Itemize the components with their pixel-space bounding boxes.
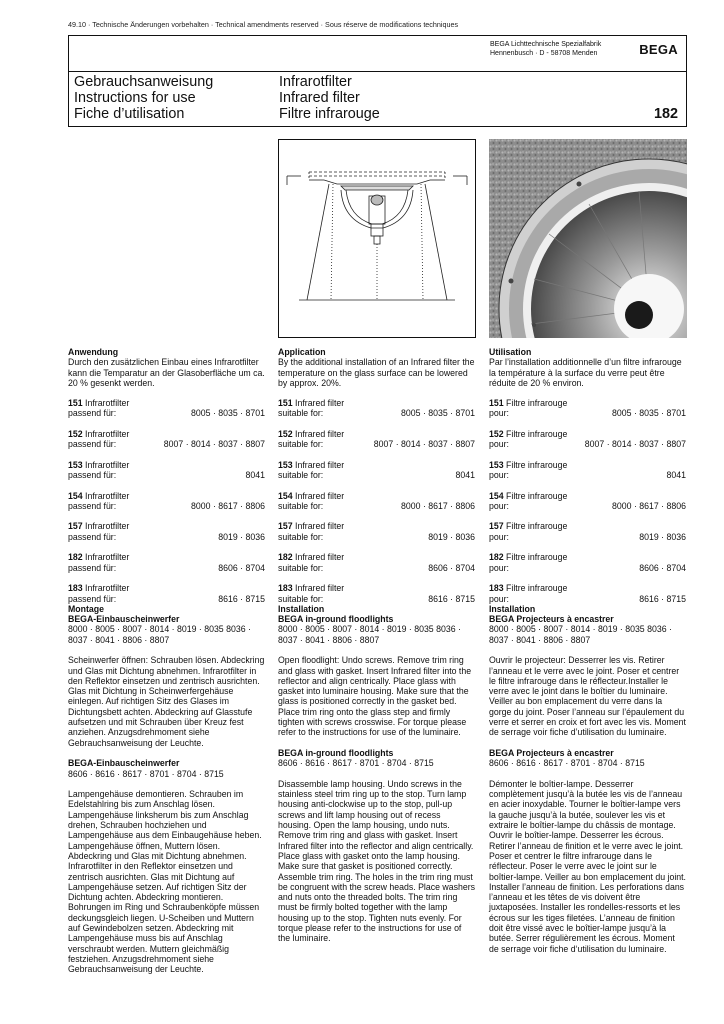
filter-models: 8616 · 8715 xyxy=(428,593,475,604)
filter-number: 151 xyxy=(68,397,83,408)
filter-number: 182 xyxy=(489,552,504,563)
application-heading: Application xyxy=(278,347,326,357)
mounting-instructions: Ouvrir le projecteur: Desserrer les vis. Retirer l’anneau et le verre avec le joint. Poser et centrer le filtre infrarouge dans le réflecteur.Installer le verre avec le joint dans le boîtier du luminaire. Veiller au bon emplacement du verre dans la gorge du joint. Poser l’anneau sur l’épaulement du verre et serrer en croix et fort avec les vis. Moment de serrage voir fiche d’utilisation du luminaire. xyxy=(489,655,686,738)
filter-item xyxy=(68,398,265,419)
filter-models: 8606 · 8704 xyxy=(639,562,686,573)
company-location: Hennenbusch · D - 58708 Menden xyxy=(490,50,598,57)
filter-models: 8000 · 8617 · 8806 xyxy=(612,500,686,511)
product-number: 182 xyxy=(653,106,678,122)
filter-suitable-label: suitable for: xyxy=(278,500,324,511)
doc-title-fr: Fiche d’utilisation xyxy=(74,106,185,123)
product-title-de: Infrarotfilter xyxy=(279,74,352,90)
mounting-subheading: BEGA Projecteurs à encastrer xyxy=(489,614,614,625)
column-french xyxy=(489,347,686,954)
filter-number: 151 xyxy=(489,397,504,408)
filter-models: 8005 · 8035 · 8701 xyxy=(191,408,265,419)
filter-number: 154 xyxy=(68,490,83,501)
filter-name: Infrared filter xyxy=(295,521,345,532)
filter-name: Filtre infrarouge xyxy=(506,521,568,532)
filter-item xyxy=(68,552,265,573)
filter-number: 183 xyxy=(489,583,504,594)
filter-models: 8000 · 8617 · 8806 xyxy=(191,500,265,511)
filter-item xyxy=(489,491,686,512)
filter-name: Infrared filter xyxy=(295,552,345,563)
mounting-models: 8000 · 8005 · 8007 · 8014 · 8019 · 8035 8036 · 8037 · 8041 · 8806 · 8807 xyxy=(278,624,461,645)
filter-name: Infrarotfilter xyxy=(85,583,130,594)
company-name: BEGA Lichttechnische Spezialfabrik xyxy=(490,41,602,48)
filter-number: 154 xyxy=(489,490,504,501)
filter-models: 8019 · 8036 xyxy=(639,531,686,542)
filter-name: Infrarotfilter xyxy=(85,521,130,532)
filter-suitable-label: pour: xyxy=(489,593,509,604)
filter-suitable-label: pour: xyxy=(489,500,509,511)
filter-suitable-label: passend für: xyxy=(68,531,117,542)
filter-suitable-label: passend für: xyxy=(68,469,117,480)
filter-suitable-label: pour: xyxy=(489,439,509,450)
filter-models: 8606 · 8704 xyxy=(428,562,475,573)
doc-type-titles xyxy=(74,74,213,123)
product-titles xyxy=(279,74,380,123)
filter-models: 8007 · 8014 · 8037 · 8807 xyxy=(584,439,686,450)
filter-number: 154 xyxy=(278,490,293,501)
filter-number: 152 xyxy=(68,428,83,439)
application-heading: Utilisation xyxy=(489,347,532,357)
filter-suitable-label: suitable for: xyxy=(278,439,324,450)
filter-number: 153 xyxy=(489,459,504,470)
filter-suitable-label: suitable for: xyxy=(278,531,324,542)
filter-name: Infrarotfilter xyxy=(85,490,130,501)
mounting-models: 8606 · 8616 · 8617 · 8701 · 8704 · 8715 xyxy=(278,758,434,769)
mounting-instructions: Lampengehäuse demontieren. Schrauben im Edelstahlring bis zum Anschlag lösen. Lampengehäuse linksherum bis zum Anschlag drehen, Schrauben hochziehen und Lampengehäuse aus dem Einbaugehäuse heben. Lampengehäuse öffnen, Muttern lösen. Abdeckring und Glas mit Dichtung abnehmen. Infrarotfilter in den Reflektor einsetzen und zentrisch ausrichten. Glas mit Dichtung auf Lampengehäuse setzen. Auf richtigen Sitz der Dichtung achten. Abdeckring montieren. Bohrungen im Ring und Schraubenköpfe müssen deckungsgleich liegen. U-Scheiben und Muttern auf Gewindebolzen setzen. Abdeckring mit Lampengehäuse muss bis auf Anschlag verschraubt werden. Muttern gleichmäßig festziehen. Anzugsdrehmoment siehe Gebrauchsanweisung der Leuchte. xyxy=(68,789,262,975)
filter-item xyxy=(68,491,265,512)
filter-suitable-label: pour: xyxy=(489,408,509,419)
filter-suitable-label: pour: xyxy=(489,469,509,480)
filter-item xyxy=(489,398,686,419)
filter-item xyxy=(278,429,475,450)
filter-models: 8000 · 8617 · 8806 xyxy=(401,500,475,511)
application-text: Par l’installation additionnelle d’un filtre infrarouge la température à la surface du verre peut être réduite de 20 % environ. xyxy=(489,357,682,388)
filter-name: Infrarotfilter xyxy=(85,397,130,408)
filter-number: 183 xyxy=(278,583,293,594)
filter-name: Filtre infrarouge xyxy=(506,583,568,594)
mounting-instructions: Scheinwerfer öffnen: Schrauben lösen. Abdeckring und Glas mit Dichtung abnehmen. Infrarotfilter in den Reflektor einsetzen und zentrisch ausrichten. Glas mit Dichtung in Scheinwerfergehäuse einlegen. Auf richtigen Sitz des Glases im Dichtungsbett achten. Abdeckring auf Glasstufe aufsetzen und mit Schrauben über Kreuz fest anziehen. Anzugsdrehmoment siehe Gebrauchsanweisung der Leuchte. xyxy=(68,655,265,748)
application-text: Durch den zusätzlichen Einbau eines Infrarotfilter kann die Temparatur an der Glasoberfläche um ca. 20 % gesenkt werden. xyxy=(68,357,265,388)
mounting-subheading: BEGA-Einbauscheinwerfer xyxy=(68,758,180,769)
mounting-subheading: BEGA in-ground floodlights xyxy=(278,614,394,625)
product-photo xyxy=(489,139,687,338)
mounting-instructions: Démonter le boîtier-lampe. Desserrer complètement jusqu’à la butée les vis de l’anneau en acier inoxydable. Tourner le boîtier-lampe vers la gauche jusqu’à la butée, soulever les vis et extraire le boîtier-lampe du châssis de montage. Ouvrir le boîtier-lampe. Desserrer les écrous. Retirer l’anneau de finition et le verre avec le joint. Poser et centrer le filtre infrarouge dans le réflecteur. Poser le verre avec le joint sur le boîtier-lampe. Veiller au bon emplacement du joint. Installer l’anneau de finition. Les perforations dans l’anneau et les têtes de vis doivent être juxtaposées. Installer les rondelles-ressorts et les écrous sur les tiges filetées. L’anneau de finition doit être vissé avec le boîtier-lampe jusqu’à la butée. Serrer régulièrement les écrous. Moment de serrage voir fiche d‘utilisation du luminaire. xyxy=(489,778,686,954)
filter-suitable-label: passend für: xyxy=(68,593,117,604)
mounting-heading: Montage xyxy=(68,603,104,614)
filter-number: 183 xyxy=(68,583,83,594)
filter-models: 8041 xyxy=(455,469,475,480)
filter-suitable-label: pour: xyxy=(489,531,509,542)
filter-item xyxy=(278,521,475,542)
mounting-models: 8606 · 8616 · 8617 · 8701 · 8704 · 8715 xyxy=(68,768,224,779)
filter-name: Filtre infrarouge xyxy=(506,397,568,408)
filter-name: Infrared filter xyxy=(295,490,345,501)
filter-number: 182 xyxy=(278,552,293,563)
floodlight-section-drawing xyxy=(279,140,475,337)
doc-title-en: Instructions for use xyxy=(74,90,196,107)
filter-name: Infrarotfilter xyxy=(85,552,130,563)
mounting-models: 8000 · 8005 · 8007 · 8014 · 8019 · 8035 8036 · 8037 · 8041 · 8806 · 8807 xyxy=(68,624,251,645)
filter-models: 8616 · 8715 xyxy=(639,593,686,604)
filter-suitable-label: pour: xyxy=(489,562,509,573)
filter-suitable-label: passend für: xyxy=(68,500,117,511)
filter-name: Infrared filter xyxy=(295,583,345,594)
filter-models: 8019 · 8036 xyxy=(218,531,265,542)
filter-item xyxy=(68,460,265,481)
filter-item xyxy=(489,460,686,481)
filter-suitable-label: passend für: xyxy=(68,439,117,450)
filter-models: 8606 · 8704 xyxy=(218,562,265,573)
filter-suitable-label: suitable for: xyxy=(278,562,324,573)
doc-title-de: Gebrauchsanweisung xyxy=(74,74,214,90)
filter-item xyxy=(489,552,686,573)
revision-line: 49.10 · Technische Änderungen vorbehalten · Technical amendments reserved · Sous réserve de modifications techniques xyxy=(68,20,459,29)
filter-item xyxy=(489,521,686,542)
mounting-subheading: BEGA Projecteurs à encastrer xyxy=(489,747,614,758)
filter-name: Infrared filter xyxy=(295,459,345,470)
filter-suitable-label: suitable for: xyxy=(278,593,324,604)
filter-models: 8041 xyxy=(666,469,686,480)
filter-item xyxy=(278,460,475,481)
filter-number: 157 xyxy=(68,521,83,532)
filter-models: 8005 · 8035 · 8701 xyxy=(401,408,475,419)
application-heading: Anwendung xyxy=(68,347,119,357)
mounting-subheading: BEGA in-ground floodlights xyxy=(278,747,394,758)
filter-name: Filtre infrarouge xyxy=(506,459,568,470)
filter-suitable-label: suitable for: xyxy=(278,408,324,419)
company-address xyxy=(490,40,601,58)
column-english xyxy=(278,347,475,944)
filter-name: Infrared filter xyxy=(295,428,345,439)
filter-number: 153 xyxy=(278,459,293,470)
mounting-subheading: BEGA-Einbauscheinwerfer xyxy=(68,614,180,625)
mounting-heading: Installation xyxy=(489,603,536,614)
filter-item xyxy=(489,429,686,450)
filter-suitable-label: suitable for: xyxy=(278,469,324,480)
filter-item xyxy=(68,583,265,604)
filter-item xyxy=(68,429,265,450)
installation-drawing xyxy=(278,139,476,338)
filter-item xyxy=(278,552,475,573)
filter-name: Filtre infrarouge xyxy=(506,428,568,439)
filter-name: Filtre infrarouge xyxy=(506,490,568,501)
filter-item xyxy=(278,583,475,604)
filter-number: 151 xyxy=(278,397,293,408)
filter-name: Infrared filter xyxy=(295,397,345,408)
mounting-instructions: Disassemble lamp housing. Undo screws in the stainless steel trim ring up to the stop. Turn lamp housing anti-clockwise up to the stop, pull-up screws and lift lamp housing out of recess housing. Open the lamp housing, undo nuts. Remove trim ring and glass with gasket. Insert Infrared filter into the reflector and align centrically. Place glass with gasket onto the lamp housing. Make sure that gasket is positioned correctly. Assemble trim ring. The holes in the trim ring must be congruent with the screw heads. Place washers and nuts onto the threaded bolts. The trim ring must be firmly bolted together with the lamp housing up to the stop. Tighten nuts evenly. For torque please refer to the instructions for use of the luminaire. xyxy=(278,778,475,944)
column-german xyxy=(68,347,265,975)
product-title-fr: Filtre infrarouge xyxy=(279,106,380,123)
filter-models: 8005 · 8035 · 8701 xyxy=(612,408,686,419)
filter-number: 157 xyxy=(278,521,293,532)
filter-number: 182 xyxy=(68,552,83,563)
header xyxy=(68,35,687,127)
filter-item xyxy=(489,583,686,604)
filter-number: 152 xyxy=(278,428,293,439)
filter-models: 8019 · 8036 xyxy=(428,531,475,542)
mounting-heading: Installation xyxy=(278,603,325,614)
filter-name: Filtre infrarouge xyxy=(506,552,568,563)
filter-models: 8007 · 8014 · 8037 · 8807 xyxy=(163,439,265,450)
filter-item xyxy=(278,398,475,419)
filter-item xyxy=(68,521,265,542)
filter-number: 153 xyxy=(68,459,83,470)
filter-number: 152 xyxy=(489,428,504,439)
filter-number: 157 xyxy=(489,521,504,532)
mounting-models: 8606 · 8616 · 8617 · 8701 · 8704 · 8715 xyxy=(489,758,645,769)
mounting-instructions: Open floodlight: Undo screws. Remove trim ring and glass with gasket. Insert Infrared filter into the reflector and align centrically. Place glass with gasket into luminaire housing. Make sure that the glass is positioned correctly in the gasket bed. Place trim ring onto the glass step and firmly tighten with screws crosswise. For torque please refer to the instructions for use of the luminaire. xyxy=(278,655,472,738)
filter-suitable-label: passend für: xyxy=(68,408,117,419)
application-text: By the additional installation of an Infrared filter the temperature on the glass surface can be lowered by approx. 20%. xyxy=(278,357,475,388)
filter-name: Infrarotfilter xyxy=(85,459,130,470)
filter-models: 8041 xyxy=(245,469,265,480)
filter-suitable-label: passend für: xyxy=(68,562,117,573)
floodlight-photo xyxy=(489,139,687,338)
mounting-models: 8000 · 8005 · 8007 · 8014 · 8019 · 8035 8036 · 8037 · 8041 · 8806 · 8807 xyxy=(489,624,672,645)
filter-name: Infrarotfilter xyxy=(85,428,130,439)
filter-item xyxy=(278,491,475,512)
header-divider xyxy=(69,71,686,72)
filter-models: 8616 · 8715 xyxy=(218,593,265,604)
bega-logo: BEGA xyxy=(639,42,678,57)
filter-models: 8007 · 8014 · 8037 · 8807 xyxy=(373,439,475,450)
product-title-en: Infrared filter xyxy=(279,90,360,107)
